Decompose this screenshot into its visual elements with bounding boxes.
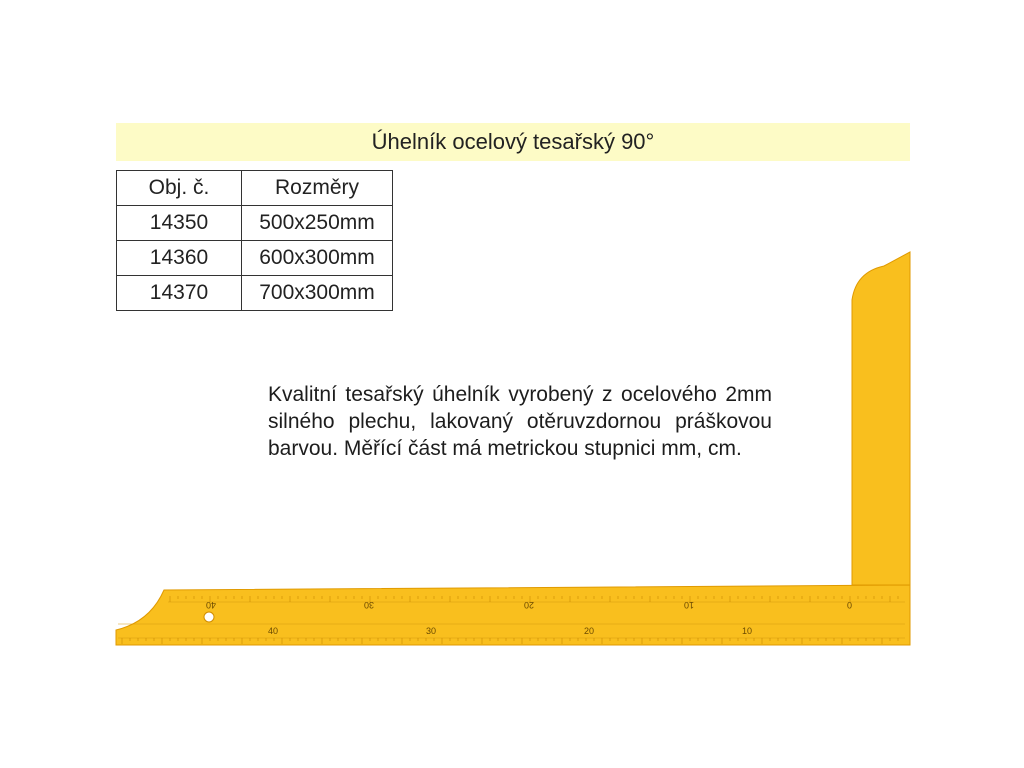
- column-header-size: Rozměry: [242, 171, 393, 206]
- scale-label-upper: 10: [683, 600, 694, 610]
- hanging-hole: [204, 612, 214, 622]
- scale-label-upper: 20: [523, 600, 534, 610]
- cell-size: 500x250mm: [242, 206, 393, 241]
- scale-label-upper: 0: [846, 600, 852, 610]
- product-description: Kvalitní tesařský úhelník vyrobený z ocelového 2mm silného plechu, lakovaný otěruvzdornou práškovou barvou. Měřící část má metrickou stupnici mm, cm.: [268, 383, 772, 460]
- scale-label-lower: 40: [268, 626, 279, 636]
- cell-code: 14350: [117, 206, 242, 241]
- square-blade-horizontal: [116, 585, 910, 645]
- cell-code: 14370: [117, 276, 242, 311]
- cell-size: 700x300mm: [242, 276, 393, 311]
- scale-label-upper: 40: [205, 600, 216, 610]
- cell-size: 600x300mm: [242, 241, 393, 276]
- cell-code: 14360: [117, 241, 242, 276]
- scale-label-lower: 20: [584, 626, 595, 636]
- column-header-code: Obj. č.: [117, 171, 242, 206]
- scale-label-lower: 30: [426, 626, 437, 636]
- square-blade-vertical: [852, 252, 910, 585]
- scale-label-upper: 30: [363, 600, 374, 610]
- page-title: Úhelník ocelový tesařský 90°: [371, 129, 655, 154]
- scale-label-lower: 10: [742, 626, 753, 636]
